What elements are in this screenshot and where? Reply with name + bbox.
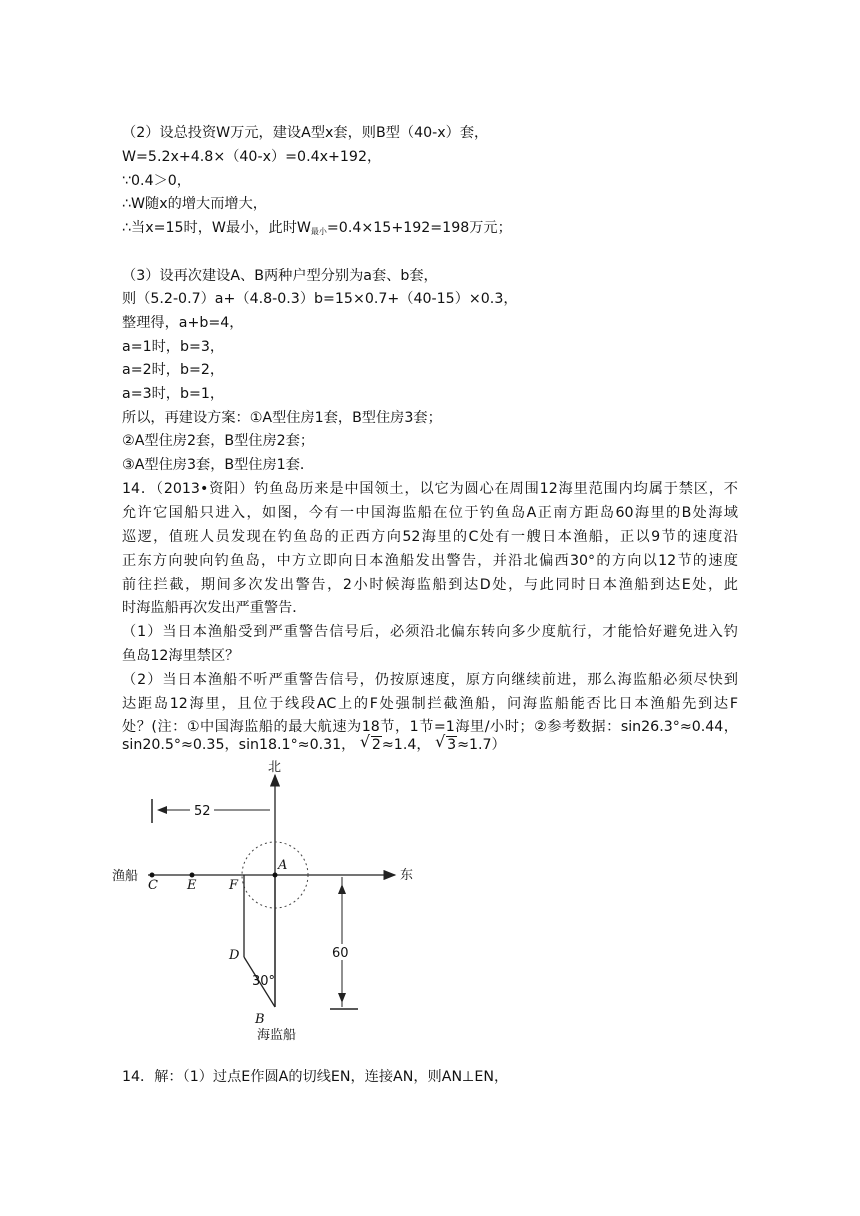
part3-line-3: 整理得，a+b=4， [122, 315, 244, 331]
subscript-min: 最小 [310, 227, 327, 236]
part2-line-3: ∵0.4＞0， [122, 173, 191, 189]
label-D: D [229, 948, 240, 963]
point-A [273, 873, 278, 878]
q14-line-11: 处？(注：①中国海监船的最大航速为18节，1节=1海里/小时；②参考数据：sin26.3°≈0.44， [122, 719, 738, 735]
q14-line-10: 达距岛12海里，且位于线段AC上的F处强制拦截渔船，问海监船能否比日本渔船先到达F [122, 696, 738, 712]
q14-line-12-a: sin20.5°≈0.35，sin18.1°≈0.31， [122, 737, 356, 753]
radical-sign-icon: √ [359, 732, 371, 751]
part3-line-4: a=1时，b=3， [122, 339, 225, 355]
q14-line-2: 允许它国船只进入，如图，今有一中国海监船在位于钓鱼岛A正南方距岛60海里的B处海域 [122, 505, 738, 521]
part2-line-1: （2）设总投资W万元，建设A型x套，则B型（40-x）套， [122, 125, 489, 141]
sqrt-2-radicand: 2 [371, 737, 381, 753]
part3-line-5: a=2时，b=2， [122, 362, 225, 378]
patrol-boat-label: 海监船 [257, 1028, 297, 1043]
label-F: F [229, 878, 239, 893]
geometry-diagram [110, 757, 430, 1047]
radical-sign-icon: √ [435, 732, 446, 751]
point-C [150, 873, 155, 878]
fishing-boat-label: 渔船 [112, 869, 139, 884]
point-E [190, 873, 195, 878]
part2-line-5-a: ∴当x=15时，W最小，此时W [122, 220, 311, 236]
sqrt-3-radicand: 3 [447, 737, 457, 753]
label-E: E [187, 878, 197, 893]
part2-line-4: ∴W随x的增大而增大， [122, 196, 267, 212]
dim-60-label: 60 [332, 946, 349, 961]
east-label: 东 [400, 868, 414, 883]
part3-line-2: 则（5.2-0.7）a+（4.8-0.3）b=15×0.7+（40-15）×0.3， [122, 291, 518, 307]
q14-line-12-b: ≈1.4， [381, 737, 431, 753]
sqrt-3 [435, 732, 457, 755]
part3-line-7: 所以，再建设方案：①A型住房1套，B型住房3套； [122, 410, 442, 426]
q14-line-4: 正东方向驶向钓鱼岛，中方立即向日本渔船发出警告，并沿北偏西30°的方向以12节的速度 [122, 553, 738, 569]
dim-52-label: 52 [194, 804, 211, 819]
part3-line-6: a=3时，b=1， [122, 386, 225, 402]
part3-line-9: ③A型住房3套，B型住房1套． [122, 457, 315, 473]
q14-line-12-final [122, 732, 506, 755]
q14-line-6: 时海监船再次发出严重警告． [122, 600, 307, 616]
label-C: C [148, 878, 158, 893]
part3-line-1: （3）设再次建设A、B两种户型分别为a套、b套， [122, 268, 438, 284]
q14-line-9: （2）当日本渔船不听严重警告信号，仍按原速度，原方向继续前进，那么海监船必须尽快到 [122, 672, 738, 688]
q14-line-12-c: ≈1.7） [457, 737, 506, 753]
sqrt-2 [359, 732, 382, 755]
solution-line-1: 14．解：（1）过点E作圆A的切线EN，连接AN，则AN⊥EN， [122, 1069, 509, 1085]
part3-line-8: ②A型住房2套，B型住房2套； [122, 433, 315, 449]
q14-line-1: 14．（2013•资阳）钓鱼岛历来是中国领土，以它为圆心在周围12海里范围内均属于禁区，不 [122, 481, 738, 497]
north-label: 北 [268, 760, 282, 775]
angle-label: 30° [252, 974, 276, 989]
q14-line-8: 鱼岛12海里禁区？ [122, 648, 240, 664]
part2-line-5-b: =0.4×15+192=198万元； [326, 220, 512, 236]
part2-line-2: W=5.2x+4.8×（40-x）=0.4x+192， [122, 149, 382, 165]
q14-line-5: 前往拦截，期间多次发出警告，2小时候海监船到达D处，与此同时日本渔船到达E处，此 [122, 577, 738, 593]
q14-line-7: （1）当日本渔船受到严重警告信号后，必须沿北偏东转向多少度航行，才能恰好避免进入钓 [122, 624, 738, 640]
q14-line-3: 巡逻，值班人员发现在钓鱼岛的正西方向52海里的C处有一艘日本渔船，正以9节的速度沿 [122, 529, 738, 545]
part2-line-5 [122, 218, 512, 242]
label-A: A [278, 858, 288, 873]
label-B: B [255, 1012, 265, 1027]
